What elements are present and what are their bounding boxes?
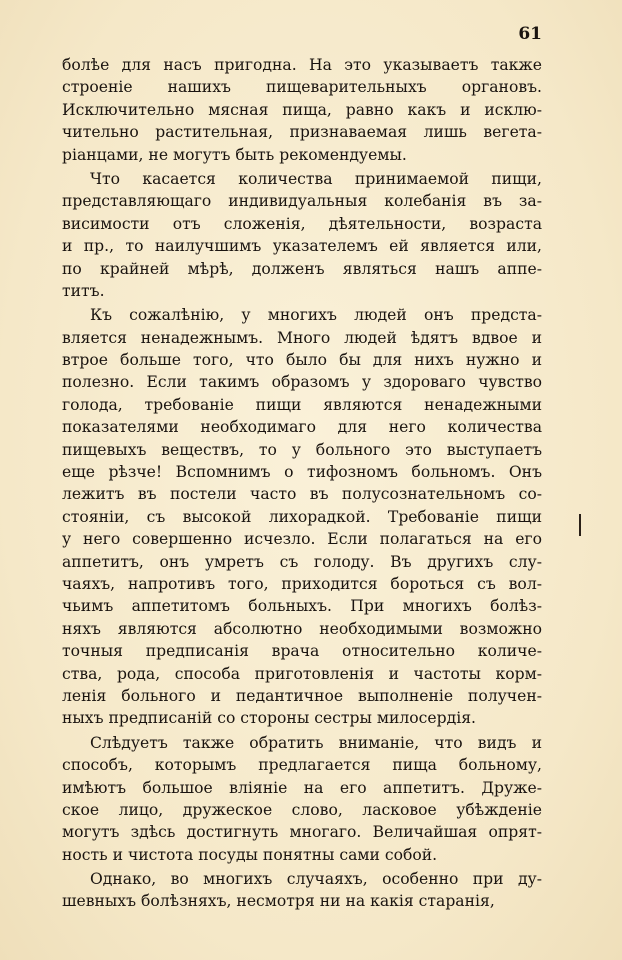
page-number: 61 (518, 24, 542, 44)
text-line: голода, требованіе пищи являются ненадежными (62, 395, 542, 414)
text-line: пищевыхъ веществъ, то у больного это выступаетъ (62, 440, 542, 459)
text-line: чьимъ аппетитомъ больныхъ. При многихъ болѣз- (62, 597, 542, 616)
text-line: строеніе нашихъ пищеварительныхъ органовъ. (62, 78, 542, 97)
text-line: ріанцами, не могутъ быть рекомендуемы. (62, 145, 407, 164)
text-line: могутъ здѣсь достигнуть многаго. Величайшая опрят- (62, 823, 542, 842)
text-line: титъ. (62, 281, 105, 300)
text-line: лежитъ въ постели часто въ полусознательномъ со- (62, 485, 542, 504)
text-line: висимости отъ сложенія, дѣятельности, возраста (62, 214, 542, 233)
text-line: ленія больного и педантичное выполненіе получен- (62, 686, 542, 705)
text-line: имѣютъ большое вліяніе на его аппетитъ. Друже- (62, 778, 542, 797)
text-line: представляющаго индивидуальныя колебанія въ за- (62, 192, 542, 211)
text-line: показателями необходимаго для него количества (62, 418, 542, 437)
text-line: ства, рода, способа приготовленія и частоты корм- (62, 664, 542, 683)
text-line: способъ, которымъ предлагается пища больному, (62, 756, 542, 775)
text-line: втрое больше того, что было бы для нихъ нужно и (62, 351, 542, 370)
text-line: стояніи, съ высокой лихорадкой. Требованіе пищи (62, 507, 542, 526)
text-line: ность и чистота посуды понятны сами собой. (62, 845, 438, 864)
paragraph (62, 868, 542, 913)
text-line: ское лицо, дружеское слово, ласковое убѣжденіе (62, 800, 542, 819)
paragraph (62, 732, 542, 866)
text-line: еще рѣзче! Вспомнимъ о тифозномъ больномъ. Онъ (62, 463, 542, 482)
text-line: чительно растительная, признаваемая лишь вегета- (62, 123, 542, 142)
text-line: болѣе для насъ пригодна. На это указываетъ также (62, 56, 542, 74)
text-line: у него совершенно исчезло. Если полагаться на его (62, 530, 542, 549)
text-line: Что касается количества принимаемой пищи, (90, 169, 542, 188)
text-line: Къ сожалѣнію, у многихъ людей онъ предста- (90, 306, 542, 325)
text-line: по крайней мѣрѣ, долженъ являться нашъ аппе- (62, 259, 542, 278)
paragraph (62, 54, 542, 166)
text-line: полезно. Если такимъ образомъ у здороваго чувство (62, 373, 542, 392)
text-line: Исключительно мясная пища, равно какъ и исклю- (62, 100, 542, 119)
text-line: вляется ненадежнымъ. Много людей ѣдятъ вдвое и (62, 328, 542, 347)
text-line: точныя предписанія врача относительно количе- (62, 642, 542, 661)
text-line: чаяхъ, напротивъ того, приходится бороться съ вол- (62, 574, 542, 593)
margin-mark (579, 514, 581, 536)
paragraph (62, 168, 542, 302)
text-line: Однако, во многихъ случаяхъ, особенно при ду- (90, 870, 542, 889)
text-line: няхъ являются абсолютно необходимыми возможно (62, 619, 542, 638)
text-line: и пр., то наилучшимъ указателемъ ей является или, (62, 237, 542, 256)
text-line: аппетитъ, онъ умретъ съ голоду. Въ другихъ слу- (62, 552, 542, 571)
text-line: ныхъ предписаній со стороны сестры милосердія. (62, 709, 477, 728)
text-line: шевныхъ болѣзняхъ, несмотря ни на какія старанія, (62, 892, 495, 911)
text-line: Слѣдуетъ также обратить вниманіе, что видъ и (90, 733, 542, 752)
paragraph (62, 304, 542, 729)
body-text (62, 54, 542, 913)
